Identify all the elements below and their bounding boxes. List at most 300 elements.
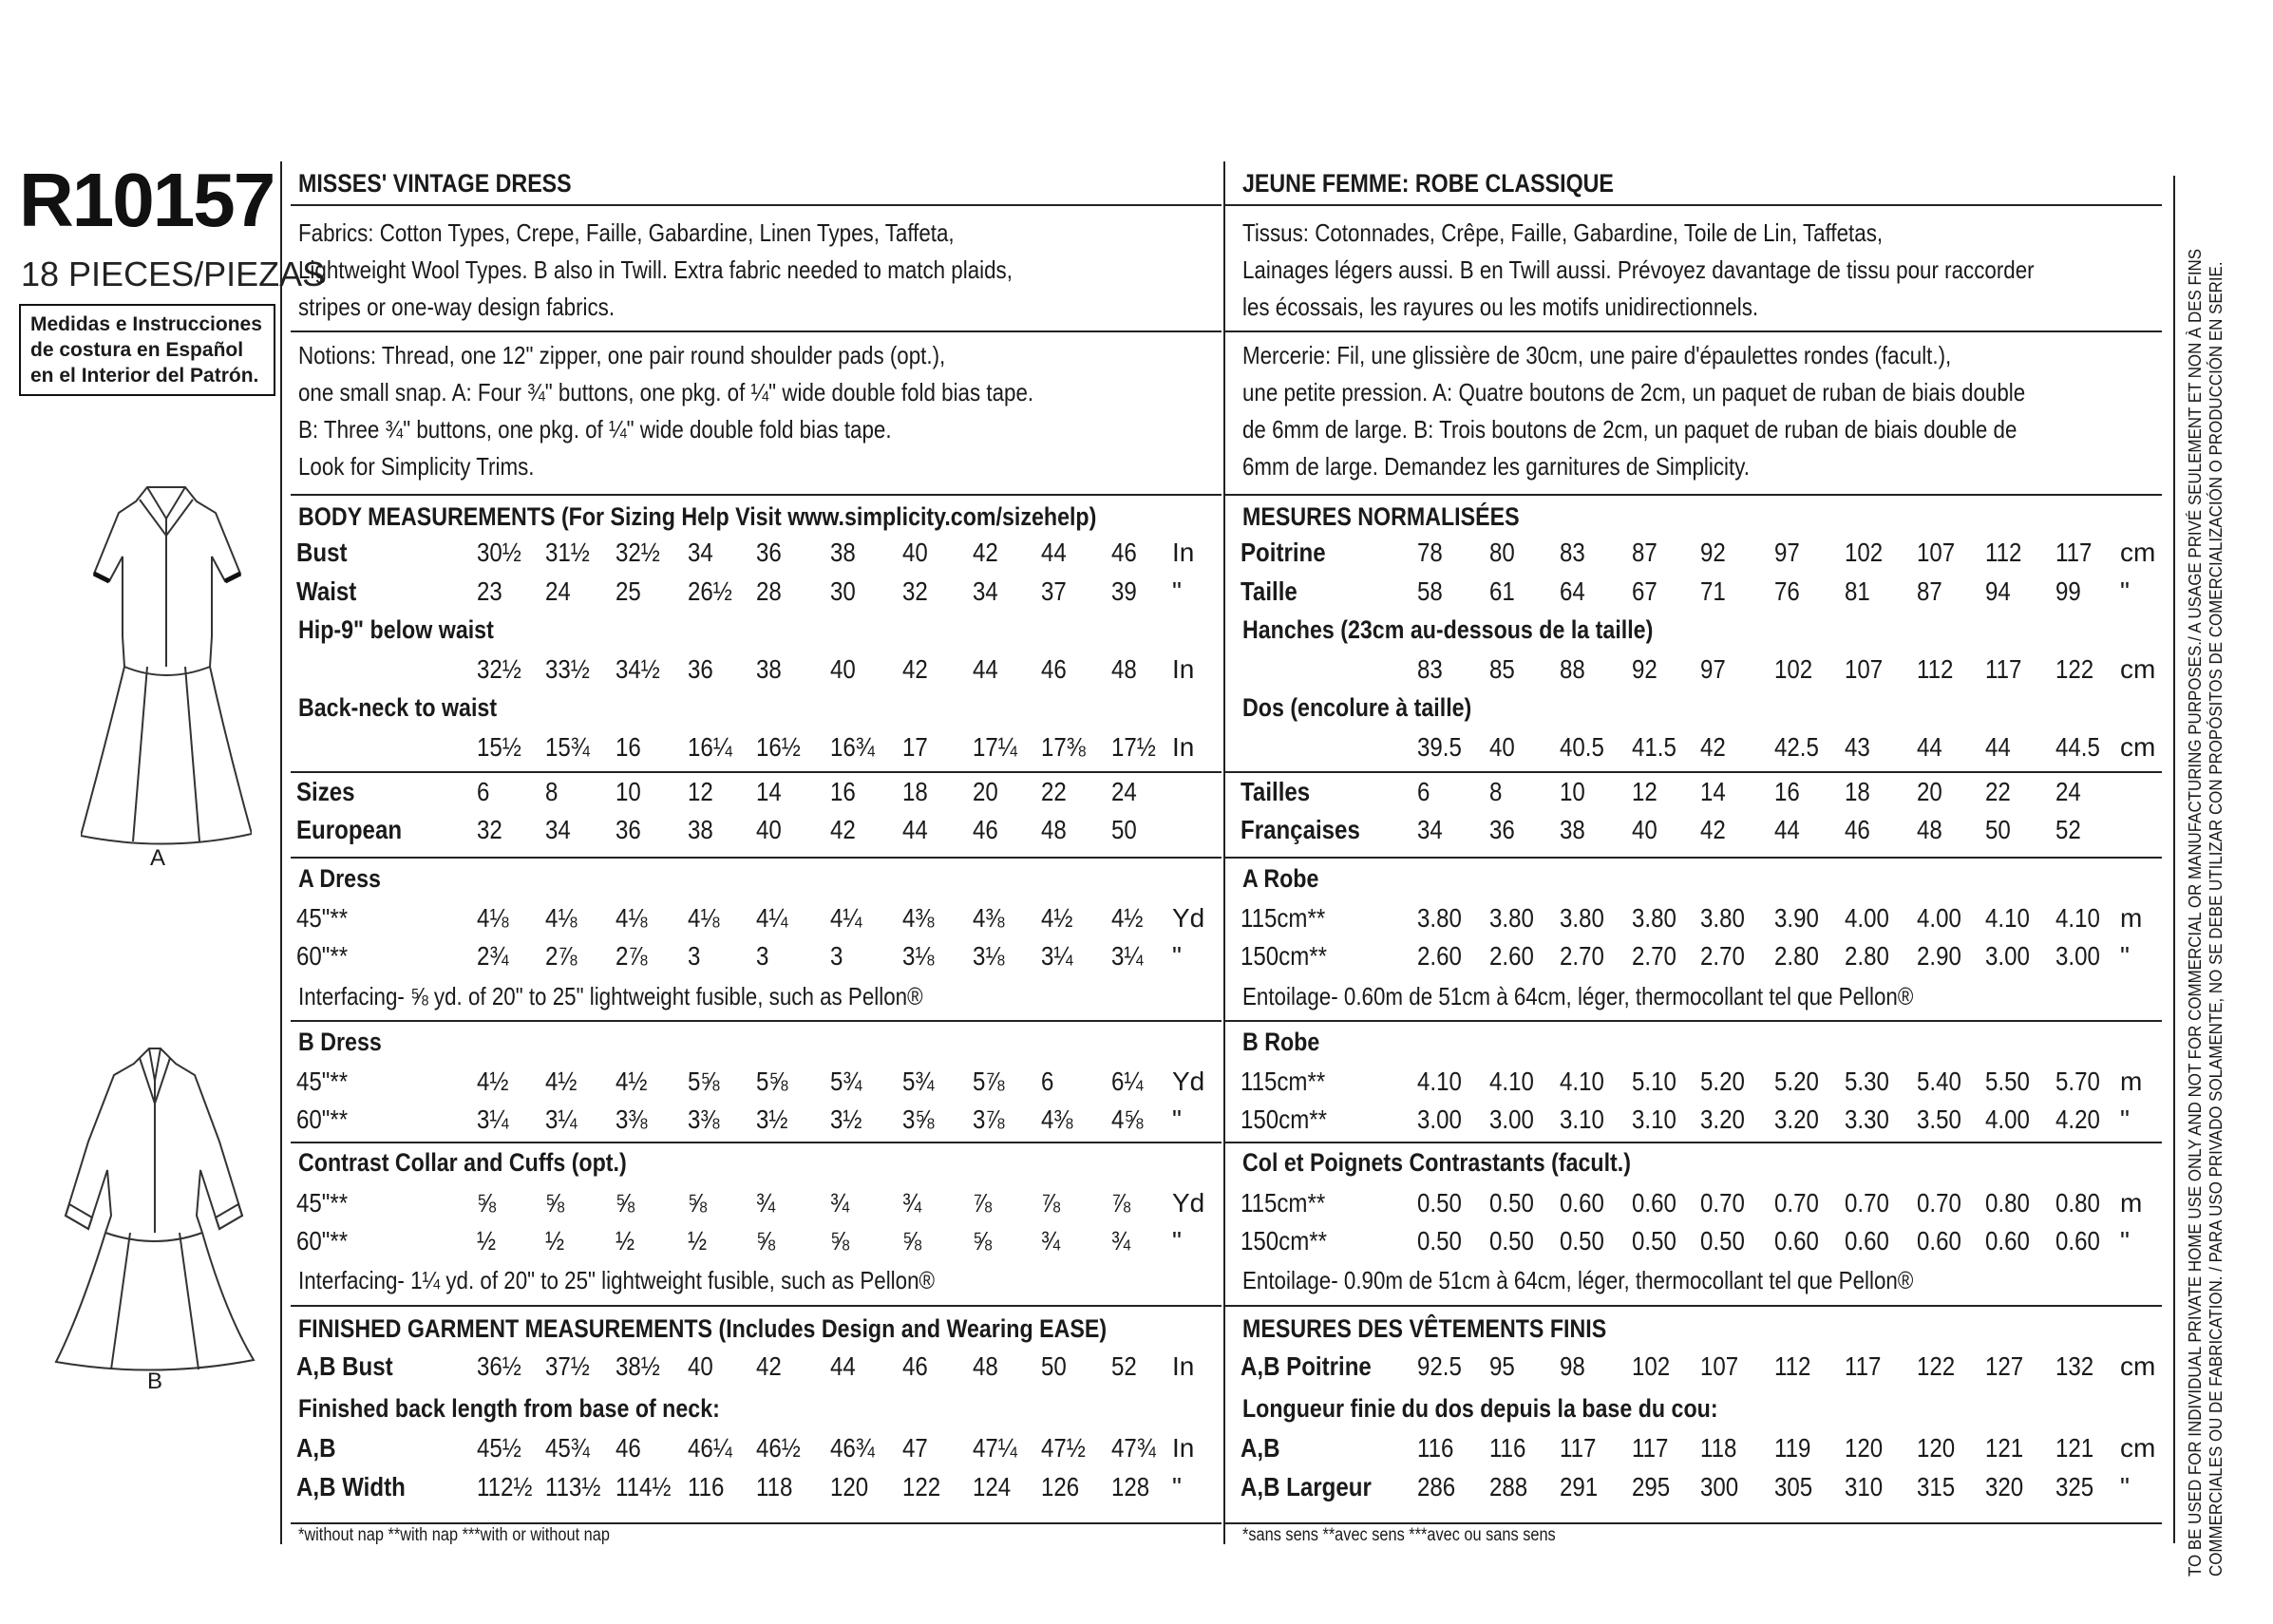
measure-value: 122 [902,1472,941,1501]
measure-value: 85 [1489,654,1515,684]
measure-value: 32 [477,815,502,844]
row-label: European [296,815,403,844]
measure-value: 117 [2055,538,2093,567]
spanish-instructions-note [19,304,275,396]
measure-value: 117 [1560,1433,1597,1463]
measure-value: 67 [1632,576,1657,606]
measure-value: 15½ [477,732,521,762]
measure-value: 4.10 [1417,1067,1462,1096]
measure-value: 121 [2055,1433,2094,1463]
measure-row [291,654,1217,692]
measure-value: ½ [688,1226,708,1256]
measure-value: 45¾ [545,1433,590,1463]
measure-value: 4½ [616,1067,648,1096]
fabrics-line: Fabrics: Cotton Types, Crepe, Faille, Gabardine, Linen Types, Taffeta, [298,218,955,247]
measure-value: 16 [830,777,856,806]
unit-label: " [2120,1105,2130,1134]
measure-value: ½ [477,1226,497,1256]
measure-value: 34 [688,538,713,567]
measure-value: 2.90 [1917,941,1961,971]
measure-value: 80 [1489,538,1515,567]
measure-value: 46¼ [688,1433,732,1463]
measure-value: 2⅞ [616,941,648,971]
measure-value: 46 [616,1433,641,1463]
measure-value: 2¾ [477,941,509,971]
backneck-label: Dos (encolure à taille) [1242,693,1472,722]
measure-value: ⅝ [830,1226,850,1256]
divider [1223,1020,2162,1022]
unit-label: m [2120,1188,2143,1218]
measure-value: 81 [1845,576,1870,606]
measure-value: 95 [1489,1351,1515,1381]
measure-value: 22 [1041,777,1067,806]
measure-value: 315 [1917,1472,1956,1501]
dress-b-sketch [52,1028,256,1374]
measure-value: 32½ [477,654,521,684]
measure-value: 3⅞ [973,1105,1005,1134]
measure-value: 4⅛ [688,903,720,933]
divider [291,771,1222,773]
a-interfacing: Entoilage- 0.60m de 51cm à 64cm, léger, thermocollant tel que Pellon® [1242,982,1914,1010]
sketch-a-label: A [150,845,166,871]
measure-value: 2.60 [1417,941,1462,971]
measure-value: 46 [1111,538,1137,567]
divider [291,494,1222,496]
measure-row [1235,1226,2161,1264]
measure-row [1235,903,2161,941]
measure-value: 5.40 [1917,1067,1961,1096]
divider [1223,204,2162,206]
measure-value: 4.10 [1489,1067,1534,1096]
unit-label: cm [2120,654,2156,684]
measure-value: 4.00 [1985,1105,2030,1134]
measure-value: 5⅝ [688,1067,720,1096]
measure-value: 40.5 [1560,732,1604,762]
measure-value: 4⅜ [973,903,1005,933]
measure-value: 18 [902,777,928,806]
notions-line: Notions: Thread, one 12" zipper, one pair round shoulder pads (opt.), [298,341,946,369]
measure-value: 34½ [616,654,660,684]
measure-value: 40 [830,654,856,684]
measure-value: 4⅜ [1041,1105,1073,1134]
measure-value: 92 [1700,538,1726,567]
measure-value: 5⅝ [756,1067,788,1096]
footnote: *without nap **with nap ***with or without nap [298,1525,610,1545]
measure-value: 3.80 [1489,903,1534,933]
measure-value: 4½ [477,1067,509,1096]
divider [1223,1142,2162,1143]
measure-value: 4¼ [830,903,862,933]
spanish-note-line: Medidas e Instrucciones [30,313,262,335]
measure-value: 24 [2055,777,2081,806]
measure-value: 10 [1560,777,1585,806]
measure-value: 112½ [477,1472,533,1501]
contrast-title: Contrast Collar and Cuffs (opt.) [298,1148,627,1177]
measure-value: 17¼ [973,732,1017,762]
measure-value: 50 [1985,815,2011,844]
measure-value: ⅝ [616,1188,635,1218]
measure-value: 44 [1917,732,1942,762]
measure-value: ½ [616,1226,635,1256]
measure-value: 48 [1111,654,1137,684]
measure-value: 39 [1111,576,1137,606]
divider [1223,330,2162,332]
unit-label: Yd [1172,1188,1205,1218]
dress-a-sketch [81,463,252,848]
measure-value: 3 [830,941,843,971]
measure-value: 44 [1041,538,1067,567]
measure-value: ⅞ [1041,1188,1061,1218]
measure-value: 28 [756,576,782,606]
measure-value: 5.70 [2055,1067,2100,1096]
measure-value: 291 [1560,1472,1599,1501]
measure-value: 40 [756,815,782,844]
measure-value: 42 [902,654,928,684]
a-dress-title: A Dress [298,864,381,893]
measure-value: 3¼ [1041,941,1073,971]
measure-value: 41.5 [1632,732,1676,762]
contrast-title: Col et Poignets Contrastants (facult.) [1242,1148,1631,1177]
measure-value: 102 [1632,1351,1671,1381]
measure-value: ½ [545,1226,565,1256]
hip-label: Hip-9" below waist [298,615,494,644]
measure-value: 112 [1774,1351,1811,1381]
unit-label: cm [2120,538,2156,567]
column-divider-middle [1223,161,1225,1544]
measure-value: 45½ [477,1433,521,1463]
measure-value: 46¾ [830,1433,875,1463]
measure-value: 83 [1417,654,1443,684]
measure-value: 47¼ [973,1433,1017,1463]
footnote: *sans sens **avec sens ***avec ou sans sens [1242,1525,1556,1545]
a-dress-title: A Robe [1242,864,1319,893]
unit-label: cm [2120,1351,2156,1381]
row-label: A,B Width [296,1472,406,1501]
row-label: Poitrine [1241,538,1326,567]
measure-value: 12 [1632,777,1657,806]
body-measurements-title: MESURES NORMALISÉES [1242,502,1520,531]
unit-label: In [1172,538,1195,567]
measure-value: 0.60 [2055,1226,2100,1256]
row-label: 60"** [296,1105,349,1134]
measure-value: 16¾ [830,732,875,762]
measure-value: ⅝ [477,1188,497,1218]
measure-value: 38 [1560,815,1585,844]
measure-value: 36 [688,654,713,684]
divider [291,204,1222,206]
unit-label: " [2120,576,2130,606]
measure-value: 36 [1489,815,1515,844]
measure-value: 3 [688,941,701,971]
measure-row [1235,1067,2161,1105]
measure-value: 3¼ [545,1105,578,1134]
row-label: 115cm** [1241,1188,1326,1218]
measure-value: 0.70 [1774,1188,1819,1218]
measure-value: 8 [545,777,559,806]
measure-row [291,732,1217,770]
measure-value: 3.10 [1632,1105,1676,1134]
measure-value: 3 [756,941,769,971]
measure-value: 6 [1417,777,1430,806]
measure-value: 3⅝ [902,1105,935,1134]
measure-value: 52 [1111,1351,1137,1381]
english-title: MISSES' VINTAGE DRESS [298,169,572,198]
measure-value: 120 [1845,1433,1884,1463]
measure-value: 117 [1985,654,2022,684]
measure-value: ⅞ [1111,1188,1131,1218]
measure-value: 26½ [688,576,732,606]
measure-value: 2.80 [1845,941,1889,971]
unit-label: " [1172,1105,1182,1134]
measure-value: 34 [1417,815,1443,844]
measure-value: 107 [1845,654,1884,684]
measure-value: 116 [1417,1433,1454,1463]
notions-line: de 6mm de large. B: Trois boutons de 2cm, un paquet de ruban de biais double de [1242,415,2017,444]
measure-value: 121 [1985,1433,2024,1463]
measure-value: 99 [2055,576,2081,606]
backneck-label: Back-neck to waist [298,693,498,722]
fabrics-line: stripes or one-way design fabrics. [298,293,616,321]
measure-value: 18 [1845,777,1870,806]
measure-value: 30 [830,576,856,606]
measure-value: 32½ [616,538,660,567]
measure-value: 46 [1845,815,1870,844]
french-title: JEUNE FEMME: ROBE CLASSIQUE [1242,169,1614,198]
measure-value: 5.30 [1845,1067,1889,1096]
measure-value: 6 [1041,1067,1054,1096]
measure-row [291,1188,1217,1226]
measure-value: 48 [1917,815,1942,844]
measure-row [291,815,1217,853]
measure-value: 2.70 [1700,941,1745,971]
measure-value: 17½ [1111,732,1156,762]
measure-value: 120 [830,1472,869,1501]
fabrics-line: les écossais, les rayures ou les motifs unidirectionnels. [1242,293,1759,321]
legal-notice [2185,95,2226,1577]
divider [291,1522,1222,1524]
unit-label: " [2120,941,2130,971]
unit-label: " [1172,1226,1182,1256]
measure-value: 38 [756,654,782,684]
notions-text [298,337,1033,485]
measure-value: 3.80 [1417,903,1462,933]
measure-value: 48 [973,1351,998,1381]
fabrics-line: Tissus: Cotonnades, Crêpe, Faille, Gabardine, Toile de Lin, Taffetas, [1242,218,1884,247]
measure-value: 88 [1560,654,1585,684]
measure-row [291,576,1217,614]
unit-label: Yd [1172,1067,1205,1096]
measure-value: 36 [756,538,782,567]
unit-label: In [1172,1351,1195,1381]
measure-value: 3.20 [1700,1105,1745,1134]
measure-value: 78 [1417,538,1443,567]
measure-value: 30½ [477,538,521,567]
divider [291,330,1222,332]
measure-value: 3.10 [1560,1105,1604,1134]
measure-value: 52 [2055,815,2081,844]
measure-value: 120 [1917,1433,1956,1463]
body-measurements-title: BODY MEASUREMENTS (For Sizing Help Visit www.simplicity.com/sizehelp) [298,502,1097,531]
measure-value: 4.00 [1845,903,1889,933]
measure-value: 0.50 [1632,1226,1676,1256]
measure-value: 12 [688,777,713,806]
measure-value: 4.10 [2055,903,2100,933]
divider [1223,494,2162,496]
measure-value: 38 [688,815,713,844]
measure-value: 97 [1700,654,1726,684]
unit-label: m [2120,903,2143,933]
measure-value: 3⅜ [616,1105,648,1134]
notions-line: une petite pression. A: Quatre boutons de 2cm, un paquet de ruban de biais double [1242,378,2026,406]
measure-value: 44 [830,1351,856,1381]
back-length-title: Longueur finie du dos depuis la base du cou: [1242,1394,1718,1423]
measure-value: 3⅛ [973,941,1005,971]
measure-value: 44.5 [2055,732,2100,762]
measure-value: 50 [1041,1351,1067,1381]
measure-value: 4⅛ [477,903,509,933]
unit-label: In [1172,1433,1195,1463]
measure-value: 44 [902,815,928,844]
measure-value: 0.50 [1560,1226,1604,1256]
measure-value: 310 [1845,1472,1884,1501]
measure-value: 4⅜ [902,903,935,933]
measure-value: 0.60 [1917,1226,1961,1256]
measure-value: 3.50 [1917,1105,1961,1134]
measure-value: 17 [902,732,928,762]
measure-value: 126 [1041,1472,1080,1501]
measure-value: 16 [1774,777,1800,806]
measure-value: 92 [1632,654,1657,684]
measure-value: 42 [1700,815,1726,844]
measure-value: 0.80 [2055,1188,2100,1218]
measure-row [1235,732,2161,770]
unit-label: m [2120,1067,2143,1096]
measure-value: 38½ [616,1351,660,1381]
measure-value: 24 [545,576,571,606]
row-label: A,B Bust [296,1351,393,1381]
measure-value: 94 [1985,576,2011,606]
unit-label: " [1172,941,1182,971]
measure-row [291,1351,1217,1389]
measure-value: ⅝ [902,1226,922,1256]
notions-line: B: Three ¾" buttons, one pkg. of ¼" wide double fold bias tape. [298,415,892,444]
row-label: Bust [296,538,348,567]
measure-value: 3⅛ [902,941,935,971]
measure-value: 71 [1700,576,1726,606]
divider [1223,1305,2162,1307]
measure-value: 40 [1632,815,1657,844]
measure-value: 3.00 [1417,1105,1462,1134]
a-interfacing: Interfacing- ⅝ yd. of 20" to 25" lightweight fusible, such as Pellon® [298,982,923,1010]
measure-value: 6 [477,777,490,806]
measure-row [1235,777,2161,815]
measure-value: 64 [1560,576,1585,606]
measure-row [291,777,1217,815]
measure-value: 5⅞ [973,1067,1005,1096]
measure-value: 47½ [1041,1433,1086,1463]
row-label: Waist [296,576,357,606]
measure-value: 25 [616,576,641,606]
measure-value: 112 [1917,654,1954,684]
measure-value: 4.00 [1917,903,1961,933]
row-label: A,B Largeur [1241,1472,1372,1501]
sketch-b-label: B [147,1369,163,1394]
measure-value: ¾ [830,1188,850,1218]
measure-value: 39.5 [1417,732,1462,762]
column-divider-right [2173,176,2175,1543]
measure-row [1235,654,2161,692]
measure-value: 3.90 [1774,903,1819,933]
measure-value: 3¼ [1111,941,1144,971]
measure-row [291,941,1217,979]
measure-value: 118 [756,1472,793,1501]
measure-value: 33½ [545,654,590,684]
measure-value: 16¼ [688,732,732,762]
measure-value: 305 [1774,1472,1813,1501]
measure-value: 24 [1111,777,1137,806]
measure-value: 116 [688,1472,725,1501]
notions-line: one small snap. A: Four ¾" buttons, one pkg. of ¼" wide double fold bias tape. [298,378,1034,406]
measure-value: 4⅛ [616,903,648,933]
measure-value: 2⅞ [545,941,578,971]
unit-label: In [1172,654,1195,684]
measure-value: 3.30 [1845,1105,1889,1134]
measure-value: 5.20 [1700,1067,1745,1096]
measure-value: 112 [1985,538,2022,567]
measure-value: 288 [1489,1472,1528,1501]
finished-title: FINISHED GARMENT MEASUREMENTS (Includes Design and Wearing EASE) [298,1314,1108,1343]
measure-value: ¾ [1041,1226,1061,1256]
measure-value: 36 [616,815,641,844]
measure-value: 0.70 [1917,1188,1961,1218]
measure-value: 46 [1041,654,1067,684]
measure-value: 50 [1111,815,1137,844]
measure-value: 0.50 [1489,1226,1534,1256]
contrast-interfacing: Interfacing- 1¼ yd. of 20" to 25" lightweight fusible, such as Pellon® [298,1266,935,1294]
column-divider-left [280,161,282,1544]
measure-value: 119 [1774,1433,1811,1463]
unit-label: " [1172,576,1182,606]
measure-row [291,538,1217,576]
measure-value: 42 [830,815,856,844]
measure-value: 5.10 [1632,1067,1676,1096]
measure-value: 10 [616,777,641,806]
unit-label: In [1172,732,1195,762]
measure-value: 83 [1560,538,1585,567]
row-label: 45"** [296,1188,349,1218]
measure-value: 128 [1111,1472,1150,1501]
measure-value: 116 [1489,1433,1526,1463]
row-label: A,B [296,1433,336,1463]
measure-value: 127 [1985,1351,2024,1381]
spanish-note-line: de costura en Español [30,339,244,361]
measure-value: 43 [1845,732,1870,762]
measure-value: 37½ [545,1351,590,1381]
divider [291,1305,1222,1307]
measure-value: 114½ [616,1472,672,1501]
measure-value: 36½ [477,1351,521,1381]
measure-value: 34 [545,815,571,844]
measure-value: 132 [2055,1351,2094,1381]
row-label: 60"** [296,941,349,971]
divider [291,1020,1222,1022]
unit-label: " [2120,1226,2130,1256]
measure-row [1235,1351,2161,1389]
row-label: Sizes [296,777,355,806]
measure-value: 118 [1700,1433,1737,1463]
measure-value: 0.50 [1700,1226,1745,1256]
measure-value: 107 [1917,538,1956,567]
